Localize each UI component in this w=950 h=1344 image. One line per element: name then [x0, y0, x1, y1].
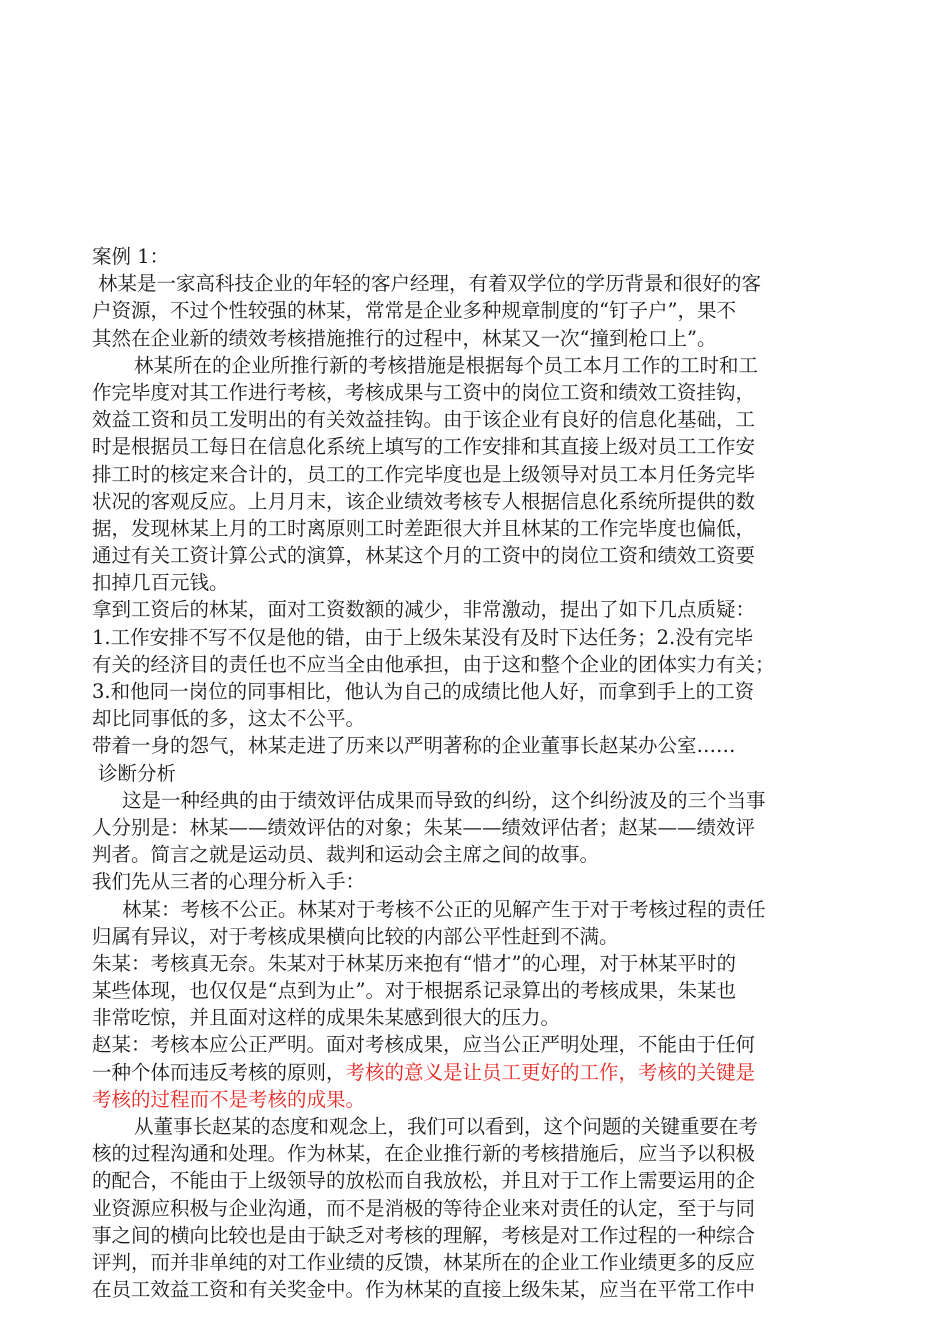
- complaint-line: 拿到工资后的林某，面对工资数额的减少，非常激动，提出了如下几点质疑：: [92, 598, 756, 622]
- background-line: 效益工资和员工发明出的有关效益挂钩。由于该企业有良好的信息化基础，工: [92, 408, 756, 432]
- analysis-line: 判者。简言之就是运动员、裁判和运动会主席之间的故事。: [92, 843, 600, 867]
- conclusion-line: 的配合，不能由于上级领导的放松而自我放松，并且对于工作上需要运用的企: [92, 1169, 756, 1193]
- intro-line: 户资源，不过个性较强的林某，常常是企业多种规章制度的“钉子户”，果不: [92, 299, 736, 323]
- background-line: 作完毕度对其工作进行考核，考核成果与工资中的岗位工资和绩效工资挂钩，: [92, 380, 756, 404]
- complaint-line: 3.和他同一岗位的同事相比，他认为自己的成绩比他人好，而拿到手上的工资: [92, 680, 755, 703]
- background-line: 据，发现林某上月的工时离原则工时差距很大并且林某的工作完毕度也偏低，: [92, 516, 756, 540]
- analysis-line: 我们先从三者的心理分析入手：: [92, 870, 366, 894]
- conclusion-line: 业资源应积极与企业沟通，而不是消极的等待企业来对责任的认定，至于与同: [92, 1196, 756, 1220]
- analysis-line: 人分别是：林某——绩效评估的对象；朱某——绩效评估者；赵某——绩效评: [92, 815, 756, 839]
- background-line: 林某所在的企业所推行新的考核措施是根据每个员工本月工作的工时和工: [134, 353, 759, 377]
- analysis-line: 这是一种经典的由于绩效评估成果而导致的纠纷，这个纠纷波及的三个当事: [122, 788, 766, 812]
- conclusion-line: 在员工效益工资和有关奖金中。作为林某的直接上级朱某，应当在平常工作中: [92, 1278, 756, 1302]
- zhu-line: 朱某：考核真无奈。朱某对于林某历来抱有“惜才”的心理，对于林某平时的: [92, 951, 736, 975]
- intro-line: 其然在企业新的绩效考核措施推行的过程中，林某又一次“撞到枪口上”。: [92, 326, 717, 350]
- background-line: 扣掉几百元钱。: [92, 571, 229, 595]
- conclusion-line: 核的过程沟通和处理。作为林某，在企业推行新的考核措施后，应当予以积极: [92, 1142, 756, 1166]
- complaint-line: 带着一身的怨气，林某走进了历来以严明著称的企业董事长赵某办公室……: [92, 734, 736, 758]
- document-body: [92, 243, 872, 1303]
- lin-line: 归属有异议，对于考核成果横向比较的内部公平性赶到不满。: [92, 924, 619, 948]
- zhao-line: 赵某：考核本应公正严明。面对考核成果，应当公正严明处理，不能由于任何: [92, 1033, 756, 1057]
- zhu-line: 非常吃惊，并且面对这样的成果朱某感到很大的压力。: [92, 1006, 561, 1030]
- conclusion-line: 评判，而并非单纯的对工作业绩的反馈，林某所在的企业工作业绩更多的反应: [92, 1250, 756, 1274]
- zhao-line-text: 一种个体而违反考核的原则，: [92, 1060, 346, 1084]
- complaint-line: 却比同事低的多，这太不公平。: [92, 707, 366, 731]
- background-line: 通过有关工资计算公式的演算，林某这个月的工资中的岗位工资和绩效工资要: [92, 544, 756, 568]
- lin-line: 林某：考核不公正。林某对于考核不公正的见解产生于对于考核过程的责任: [122, 897, 766, 921]
- background-line: 时是根据员工每日在信息化系统上填写的工作安排和其直接上级对员工工作安: [92, 435, 756, 459]
- zhao-line: [92, 1059, 872, 1086]
- highlighted-text: 考核的意义是让员工更好的工作，考核的关键是: [345, 1060, 756, 1084]
- analysis-heading: 诊断分析: [98, 761, 177, 785]
- background-line: 状况的客观反应。上月月末，该企业绩效考核专人根据信息化系统所提供的数: [92, 489, 756, 513]
- zhu-line: 某些体现，也仅仅是“点到为止”。对于根据系记录算出的考核成果，朱某也: [92, 979, 736, 1003]
- highlighted-text: 考核的过程而不是考核的成果。: [92, 1087, 366, 1111]
- complaint-line: 有关的经济目的责任也不应当全由他承担，由于这和整个企业的团体实力有关；: [92, 652, 775, 676]
- conclusion-line: 事之间的横向比较也是由于缺乏对考核的理解，考核是对工作过程的一种综合: [92, 1223, 756, 1247]
- case-title: 案例 1：: [92, 245, 170, 268]
- complaint-line: 1.工作安排不写不仅是他的错，由于上级朱某没有及时下达任务；2.没有完毕: [92, 625, 754, 649]
- intro-line: 林某是一家高科技企业的年轻的客户经理，有着双学位的学历背景和很好的客: [98, 272, 762, 296]
- conclusion-line: 从董事长赵某的态度和观念上，我们可以看到，这个问题的关键重要在考: [134, 1115, 759, 1138]
- background-line: 排工时的核定来合计的，员工的工作完毕度也是上级领导对员工本月任务完毕: [92, 462, 756, 486]
